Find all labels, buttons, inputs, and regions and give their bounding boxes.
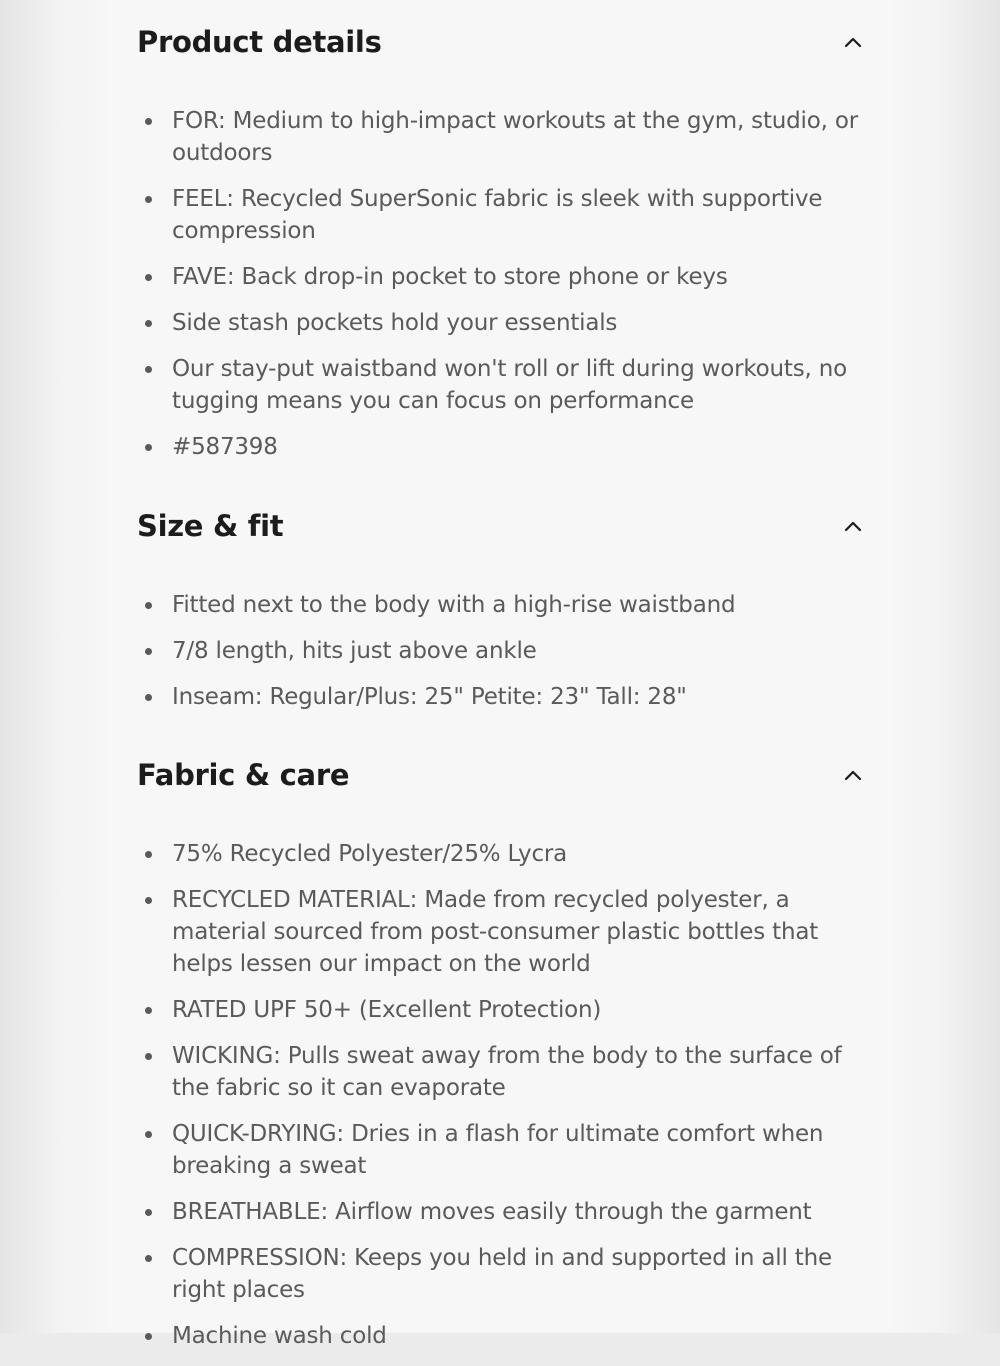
list-item-text: QUICK-DRYING: Dries in a flash for ultimate comfort when breaking a sweat: [172, 1121, 824, 1179]
bullet: [145, 118, 152, 125]
section-title: Product details: [137, 25, 382, 59]
list-item: [137, 307, 870, 339]
size-fit-header[interactable]: [137, 504, 870, 548]
list-item: [137, 994, 870, 1026]
bullet: [145, 694, 152, 701]
list-item: [137, 353, 870, 417]
section-title: Size & fit: [137, 509, 284, 543]
product-details-list: [137, 105, 870, 477]
chevron-up-icon[interactable]: [842, 515, 864, 537]
list-item-text: COMPRESSION: Keeps you held in and supported in all the right places: [172, 1245, 832, 1303]
list-item: [137, 1118, 870, 1182]
section-fabric-care: [137, 753, 870, 1349]
list-item-text: Inseam: Regular/Plus: 25" Petite: 23" Tall: 28": [172, 684, 687, 710]
bullet: [145, 1255, 152, 1262]
list-item-text: Side stash pockets hold your essentials: [172, 310, 618, 336]
fabric-care-header[interactable]: [137, 753, 870, 797]
chevron-up-icon[interactable]: [842, 764, 864, 786]
bullet: [145, 851, 152, 858]
list-item: [137, 635, 870, 667]
list-item: [137, 884, 870, 980]
section-product-details: [137, 20, 870, 460]
list-item-text: Machine wash cold: [172, 1323, 387, 1349]
list-item: [137, 1196, 870, 1228]
bullet: [145, 1007, 152, 1014]
list-item-text: 7/8 length, hits just above ankle: [172, 638, 537, 664]
bullet: [145, 602, 152, 609]
section-size-fit: [137, 504, 870, 710]
section-title: Fabric & care: [137, 758, 350, 792]
list-item-text: BREATHABLE: Airflow moves easily through the garment: [172, 1199, 812, 1225]
list-item-text: FAVE: Back drop-in pocket to store phone or keys: [172, 264, 728, 290]
list-item: [137, 261, 870, 293]
list-item: [137, 431, 870, 463]
list-item-text: FEEL: Recycled SuperSonic fabric is sleek with supportive compression: [172, 186, 823, 244]
product-details-header[interactable]: [137, 20, 870, 64]
list-item-text: Fitted next to the body with a high-rise waistband: [172, 592, 736, 618]
fabric-care-list: [137, 838, 870, 1366]
list-item: [137, 1320, 870, 1352]
bullet: [145, 366, 152, 373]
list-item: [137, 1040, 870, 1104]
list-item: [137, 589, 870, 621]
size-fit-list: [137, 589, 870, 727]
list-item: [137, 1242, 870, 1306]
bullet: [145, 1333, 152, 1340]
bullet: [145, 274, 152, 281]
list-item-text: 75% Recycled Polyester/25% Lycra: [172, 841, 568, 867]
list-item: [137, 681, 870, 713]
list-item: [137, 105, 870, 169]
bullet: [145, 444, 152, 451]
bullet: [145, 196, 152, 203]
bullet: [145, 1209, 152, 1216]
bullet: [145, 897, 152, 904]
bullet: [145, 320, 152, 327]
list-item-text: WICKING: Pulls sweat away from the body to the surface of the fabric so it can evaporate: [172, 1043, 842, 1101]
list-item-text: #587398: [172, 434, 278, 460]
bullet: [145, 1131, 152, 1138]
bullet: [145, 1053, 152, 1060]
list-item: [137, 838, 870, 870]
bullet: [145, 648, 152, 655]
list-item-text: RATED UPF 50+ (Excellent Protection): [172, 997, 602, 1023]
list-item-text: RECYCLED MATERIAL: Made from recycled polyester, a material sourced from post-consumer plastic bottles that helps lessen our impact on the world: [172, 887, 819, 977]
list-item-text: Our stay-put waistband won't roll or lift during workouts, no tugging means you can focus on performance: [172, 356, 847, 414]
list-item: [137, 183, 870, 247]
chevron-up-icon[interactable]: [842, 31, 864, 53]
list-item-text: FOR: Medium to high-impact workouts at the gym, studio, or outdoors: [172, 108, 858, 166]
